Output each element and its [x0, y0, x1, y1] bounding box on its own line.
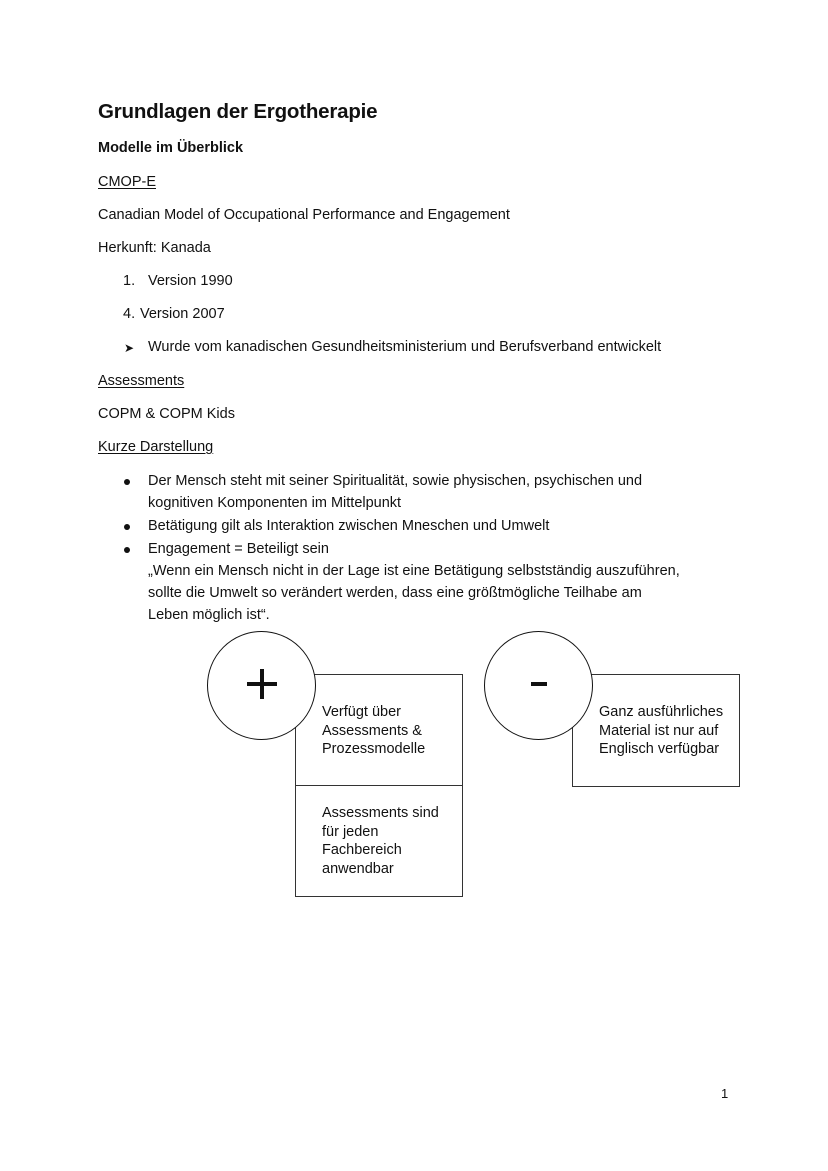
version-marker: 1. [123, 273, 136, 289]
page-number: 1 [721, 1086, 729, 1101]
cons-box-1 [572, 674, 740, 787]
plus-icon [247, 669, 277, 699]
bullet-dot-icon [124, 479, 130, 485]
box-line: Material ist nur auf [599, 722, 719, 739]
box-line: Prozessmodelle [322, 741, 426, 757]
model-full-name: Canadian Model of Occupational Performance and Engagement [98, 207, 510, 223]
bullet-dot-icon [124, 524, 130, 530]
version-item: Version 2007 [140, 306, 225, 322]
quote-line: Leben möglich ist“. [148, 607, 270, 623]
pros-box-2-text [322, 804, 439, 878]
pros-box-2 [295, 785, 463, 897]
bullet-line: Engagement = Beteiligt sein [148, 541, 329, 557]
box-line: Fachbereich [322, 842, 402, 858]
assessments-heading: Assessments [98, 373, 185, 389]
box-line: Verfügt über [322, 704, 401, 720]
version-item: Version 1990 [148, 273, 233, 289]
version-marker: 4. [123, 306, 136, 322]
box-line: Englisch verfügbar [599, 741, 720, 757]
minus-icon [531, 682, 547, 686]
developer-note-text: Wurde vom kanadischen Gesundheitsministerium und Berufsverband entwickelt [148, 339, 662, 355]
arrow-bullet-icon: ➤ [124, 341, 135, 355]
summary-heading: Kurze Darstellung [98, 439, 214, 455]
bullet-line: kognitiven Komponenten im Mittelpunkt [148, 495, 402, 511]
box-line: anwendbar [322, 860, 394, 877]
bullet-line: Der Mensch steht mit seiner Spiritualität, sowie physischen, psychischen und [148, 473, 643, 489]
model-heading: CMOP-E [98, 174, 156, 190]
pros-box-1-text [322, 703, 425, 759]
box-line: Assessments & [322, 722, 422, 739]
assessments-text: COPM & COPM Kids [98, 406, 235, 422]
cons-box-1-text [599, 703, 723, 759]
pros-box-1 [295, 674, 463, 787]
bullet-line: Betätigung gilt als Interaktion zwischen Mneschen und Umwelt [148, 518, 550, 534]
quote-line: sollte die Umwelt so verändert werden, dass eine größtmögliche Teilhabe am [148, 585, 642, 601]
section-subtitle: Modelle im Überblick [98, 140, 244, 156]
bullet-dot-icon [124, 547, 130, 553]
pros-circle [207, 631, 316, 740]
model-origin: Herkunft: Kanada [98, 240, 211, 256]
box-line: Assessments sind [322, 805, 439, 821]
page-title: Grundlagen der Ergotherapie [98, 100, 378, 123]
quote-line: „Wenn ein Mensch nicht in der Lage ist eine Betätigung selbstständig auszuführen, [148, 563, 680, 579]
cons-circle [484, 631, 593, 740]
box-line: Ganz ausführliches [599, 704, 724, 720]
box-line: für jeden [322, 823, 379, 840]
